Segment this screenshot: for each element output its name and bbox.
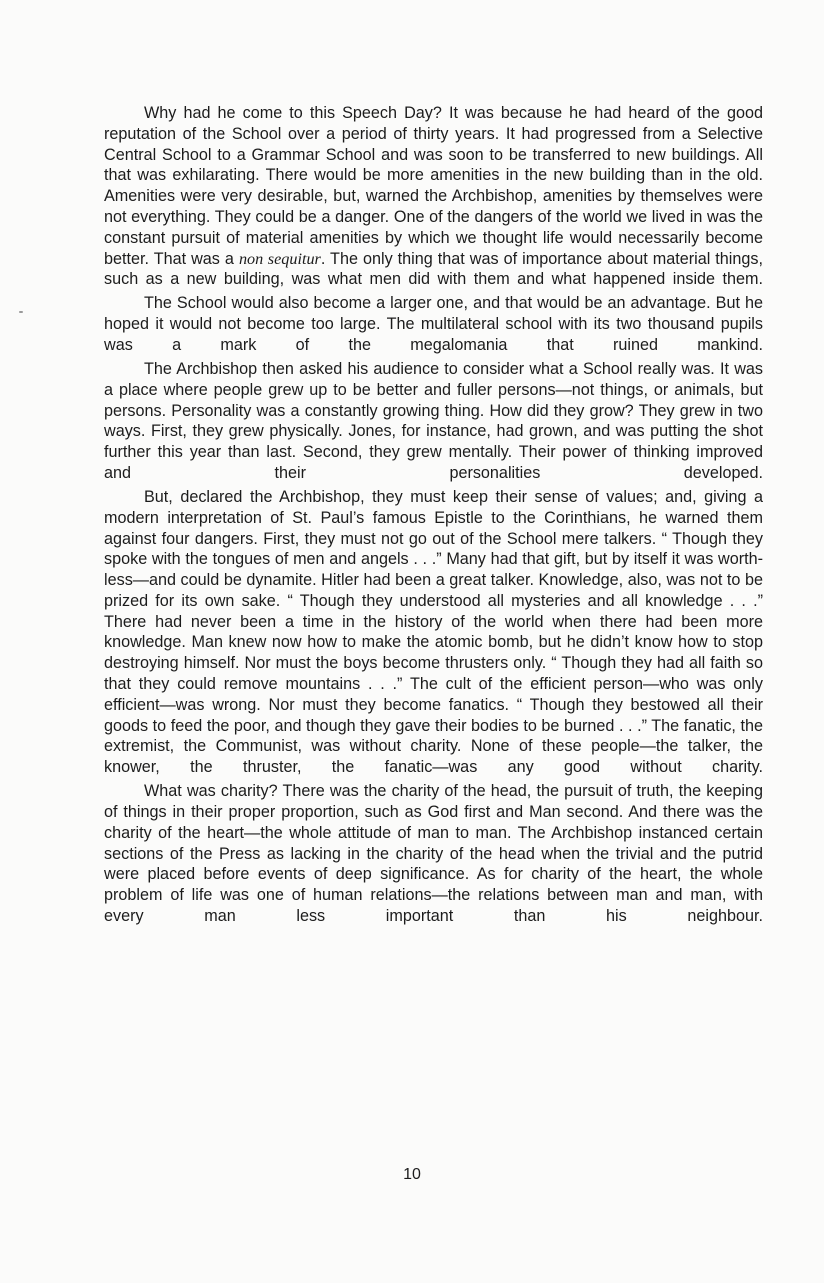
paragraph-4-text: But, declared the Archbishop, they must keep their sense of values; and, giving a modern interpretation of St. Paul’s famous Epistle to the Corinthians, he warned them against four dangers. First, they must not go out of the School mere talkers. “ Though they spoke with the tongues of men and angels . . .” Many had that gift, but by itself it was worth-less—and could be dynamite. Hitler had been a great talker. Knowledge, also, was not to be prized for its own sake. “ Though they understood all mysteries and all knowledge . . .” There had never been a time in the history of the world when there had been more knowledge. Man knew now how to make the atomic bomb, but he didn’t know how to stop destroying himself. Nor must the boys become thrusters only. “ Though they had all faith so that they could remove mountains . . .” The cult of the efficient person—who was only efficient—was wrong. Nor must they become fanatics. “ Though they bestowed all their goods to feed the poor, and though they gave their bodies to be burned . . .” The fanatic, the extremist, the Communist, was without charity. None of these people—the talker, the knower, the thruster, the fanatic—was any good without charity. [104, 487, 763, 777]
paragraph-1 [104, 103, 763, 290]
paragraph-5-text: What was charity? There was the charity of the head, the pursuit of truth, the keeping of things in their proper proportion, such as God first and Man second. And there was the charity of the heart—the whole attitude of man to man. The Archbishop instanced certain sections of the Press as lacking in the charity of the head when the trivial and the putrid were placed before events of deep significance. As for charity of the heart, the whole problem of life was one of human relations—the relations between man and man, with every man less important than his neighbour. [104, 782, 763, 926]
paragraph-3 [104, 359, 763, 484]
paragraph-1-text-b: . The only thing that was of importance about material things, such as a new building, was what men did with them and what happened inside them. [104, 249, 763, 289]
page-number: 10 [403, 1166, 421, 1183]
latin-phrase: non sequitur [238, 249, 321, 268]
paragraph-4 [104, 487, 763, 778]
margin-speck [19, 311, 23, 313]
paragraph-2-text: The School would also become a larger one, and that would be an advantage. But he hoped it would not become too large. The multilateral school with its two thousand pupils was a mark of the megalomania that ruined mankind. [104, 294, 763, 354]
paragraph-1-text-a: Why had he come to this Speech Day? It was because he had heard of the good reputation of the School over a period of thirty years. It had progressed from a Selective Central School to a Grammar School and was soon to be transferred to new buildings. All that was exhilarating. There would be more amenities in the new building than in the old. Amenities were very desirable, but, warned the Archbishop, amenities by themselves were not everything. They could be a danger. One of the dangers of the world we lived in was the constant pursuit of material amenities by which we thought life would necessarily become better. That was a [104, 104, 763, 268]
body-text [104, 103, 763, 927]
paragraph-2 [104, 293, 763, 355]
paragraph-5 [104, 781, 763, 927]
paragraph-3-text: The Archbishop then asked his audience to consider what a School really was. It was a place where people grew up to be better and fuller persons—not things, or animals, but persons. Personality was a constantly growing thing. How did they grow? They grew in two ways. First, they grew physically. Jones, for instance, had grown, and was putting the shot further this year than last. Second, they grew mentally. Their power of thinking improved and their personalities developed. [104, 359, 763, 482]
